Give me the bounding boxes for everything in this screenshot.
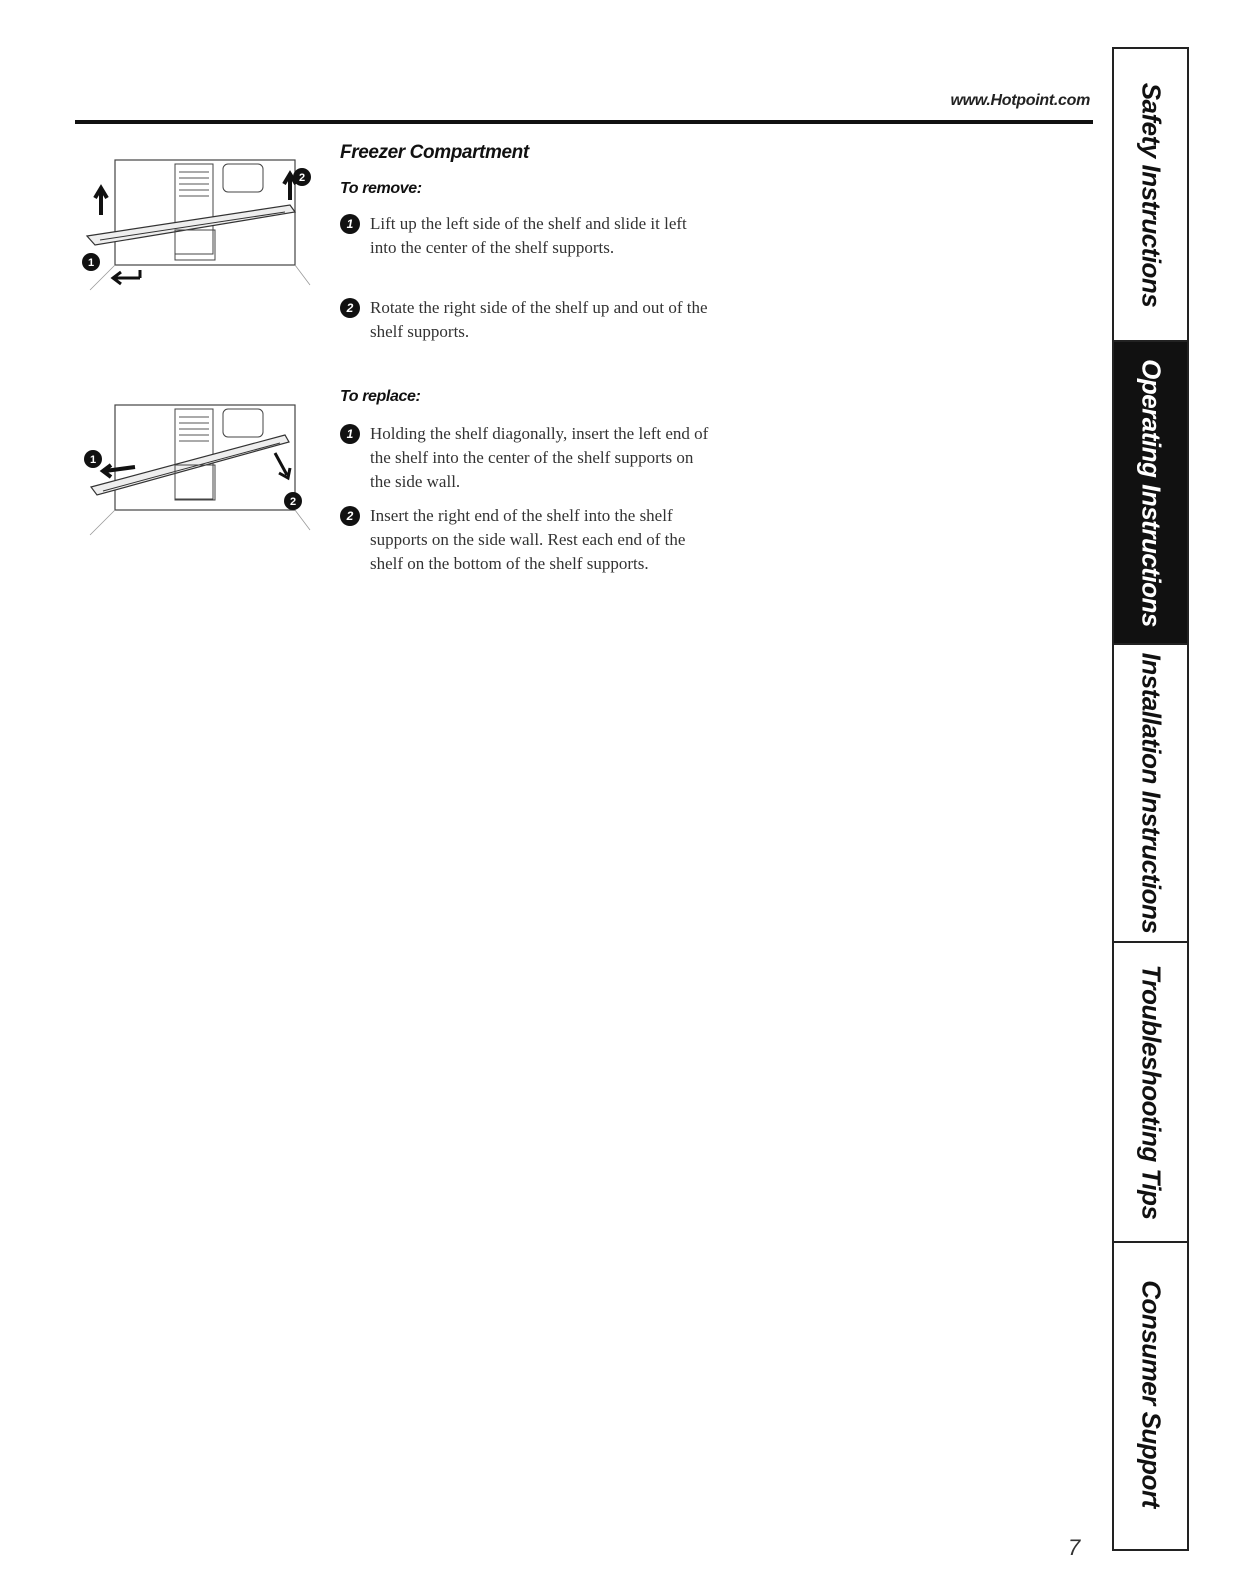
tab-label: Troubleshooting Tips	[1136, 964, 1166, 1220]
tab-label: Safety Instructions	[1136, 82, 1166, 307]
shelf-replace-illustration	[75, 395, 315, 545]
tab-safety-instructions[interactable]	[1114, 49, 1187, 342]
header-rule	[75, 120, 1093, 124]
section-tabs	[1112, 47, 1189, 1551]
shelf-remove-illustration	[75, 150, 315, 300]
tab-consumer-support[interactable]	[1114, 1243, 1187, 1545]
step-number-1: 1	[340, 424, 360, 444]
step-number-2: 2	[340, 506, 360, 526]
callout-2: 2	[298, 172, 306, 184]
remove-heading: To remove:	[340, 180, 422, 197]
callout-1: 1	[89, 454, 97, 466]
step-number-2: 2	[340, 298, 360, 318]
remove-step-1	[340, 212, 710, 260]
tab-installation-instructions[interactable]	[1114, 645, 1187, 943]
step-number-1: 1	[340, 214, 360, 234]
callout-2: 2	[289, 496, 297, 508]
page-number: 7	[1068, 1535, 1081, 1560]
replace-heading: To replace:	[340, 388, 421, 405]
tab-operating-instructions[interactable]	[1114, 342, 1187, 645]
tab-label: Operating Instructions	[1136, 358, 1166, 627]
step-text: Holding the shelf diagonally, insert the left end of the shelf into the center of the shelf supports on the side wall.	[370, 424, 709, 491]
replace-step-1	[340, 422, 710, 494]
callout-1: 1	[87, 257, 95, 269]
step-text: Rotate the right side of the shelf up and out of the shelf supports.	[370, 298, 708, 341]
replace-step-2	[340, 504, 710, 576]
tab-label: Consumer Support	[1136, 1280, 1166, 1508]
tab-label: Installation Instructions	[1136, 652, 1166, 934]
remove-step-2	[340, 296, 710, 344]
section-title: Freezer Compartment	[340, 142, 529, 163]
step-text: Insert the right end of the shelf into the shelf supports on the side wall. Rest each end of the shelf on the bottom of the shelf supports.	[370, 506, 686, 573]
tab-troubleshooting-tips[interactable]	[1114, 943, 1187, 1243]
website-url: www.Hotpoint.com	[950, 92, 1090, 109]
step-text: Lift up the left side of the shelf and slide it left into the center of the shelf supports.	[370, 214, 687, 257]
